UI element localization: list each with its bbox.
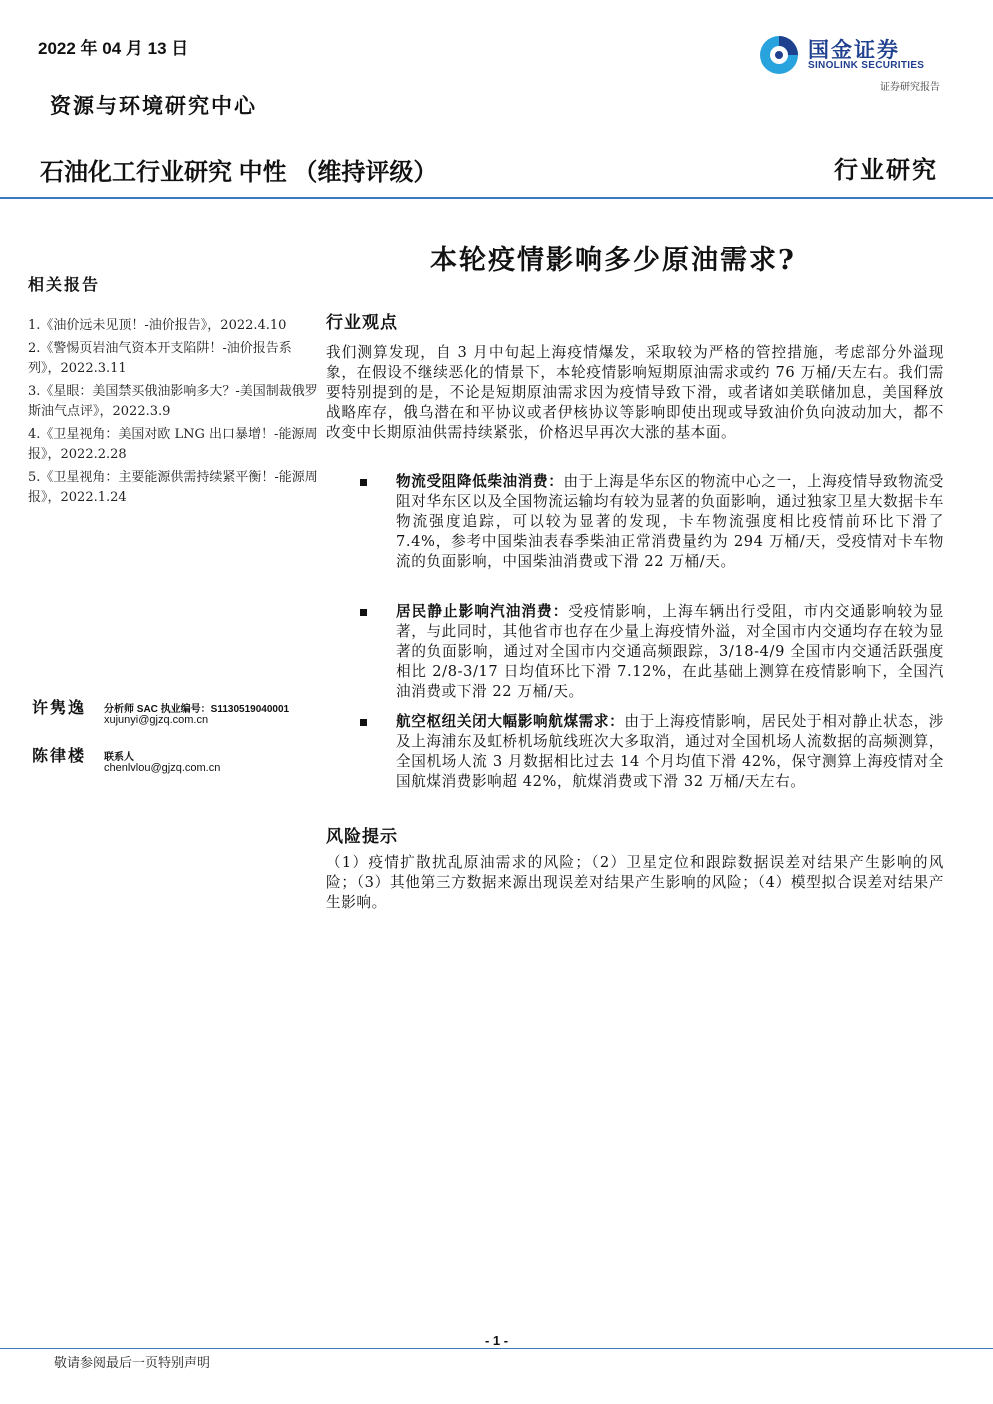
footer-divider [0, 1348, 993, 1349]
section-title-risk: 风险提示 [326, 827, 398, 847]
bullet-lead: 航空枢纽关闭大幅影响航煤需求： [396, 713, 625, 730]
logo-name-cn: 国金证券 [808, 39, 900, 62]
bullet-body: 由于上海是华东区的物流中心之一，上海疫情导致物流受阻对华东区以及全国物流运输均有较为显著的负面影响，通过独家卫星大数据卡车物流强度追踪，可以较为显著的发现，卡车物流强度相比疫情前环比下滑了 7.4%，参考中国柴油表春季柴油正常消费量约为 294 万桶/天，受疫情对卡车物流的负面影响，中国柴油消费或下滑 22 万桶/天。 [396, 473, 944, 570]
analyst-email[interactable]: xujunyi@gjzq.com.cn [104, 714, 209, 726]
analyst-role: 分析师 SAC 执业编号：S1130519040001 [104, 704, 290, 715]
industry-rating: 石油化工行业研究 中性 （维持评级） [40, 159, 438, 186]
bullet-square-icon [360, 719, 367, 726]
bullet-lead: 居民静止影响汽油消费： [396, 603, 569, 620]
risk-paragraph: （1）疫情扩散扰乱原油需求的风险；（2）卫星定位和跟踪数据误差对结果产生影响的风险；（3）其他第三方数据来源出现误差对结果产生影响的风险；（4）模型拟合误差对结果产生影响。 [326, 854, 944, 911]
intro-paragraph: 我们测算发现，自 3 月中旬起上海疫情爆发，采取较为严格的管控措施，考虑部分外溢现象，在假设不继续恶化的情景下，本轮疫情影响短期原油需求或约 76 万桶/天左右。我们需要特别提到的是，不论是短期原油需求因为疫情导致下滑，或者诸如美联储加息，美国释放战略库存，俄乌潜在和平协议或者伊核协议等影响即使出现或导致油价负向波动加大，都不改变中长期原油供需持续紧张，价格迟早再次大涨的基本面。 [326, 344, 944, 441]
related-reports-heading: 相关报告 [28, 275, 101, 294]
related-report-item: 1.《油价远未见顶！-油价报告》，2022.4.10 [28, 318, 287, 333]
related-report-item: 5.《卫星视角：主要能源供需持续紧平衡！-能源周报》，2022.1.24 [28, 470, 318, 505]
research-center: 资源与环境研究中心 [50, 93, 257, 118]
company-logo [758, 32, 948, 92]
related-report-item: 2.《警惕页岩油气资本开支陷阱！-油价报告系列》，2022.3.11 [28, 341, 292, 376]
report-type: 行业研究 [834, 155, 938, 184]
related-reports-list [28, 316, 320, 511]
report-title: 本轮疫情影响多少原油需求? [430, 245, 796, 276]
analyst-name: 许隽逸 [32, 698, 87, 717]
analyst-email[interactable]: chenlvlou@gjzq.com.cn [104, 762, 221, 774]
bullet-square-icon [360, 609, 367, 616]
bullet-square-icon [360, 479, 367, 486]
related-report-item: 3.《星眼：美国禁买俄油影响多大？-美国制裁俄罗斯油气点评》，2022.3.9 [28, 384, 318, 419]
section-title-view: 行业观点 [326, 313, 398, 333]
bullet-text [396, 472, 944, 572]
bullet-body: 受疫情影响，上海车辆出行受阻，市内交通影响较为显著，与此同时，其他省市也存在少量上海疫情外溢，对全国市内交通均存在较为显著的负面影响，通过对全国市内交通高频跟踪，3/18-4/9 全国市内交通活跃强度相比 2/8-3/17 日均值环比下滑 7.12%，在此基础上测算在疫情影响下，全国汽油消费或下滑 22 万桶/天。 [396, 603, 944, 700]
analyst-role: 联系人 [104, 752, 134, 763]
header-divider [0, 197, 993, 199]
bullet-text [396, 602, 944, 702]
footer-disclaimer: 敬请参阅最后一页特别声明 [54, 1356, 211, 1371]
bullet-body: 由于上海疫情影响，居民处于相对静止状态，涉及上海浦东及虹桥机场航线班次大多取消，通过对全国机场人流数据的高频测算，全国机场人流 3 月数据相比过去 14 个月均值下滑 42%，保守测算上海疫情对全国航煤消费影响超 42%，航煤消费或下滑 32 万桶/天左右。 [396, 713, 944, 790]
logo-mark-icon [758, 34, 800, 76]
page-number: - 1 - [484, 1333, 509, 1348]
analyst-name: 陈律楼 [32, 746, 87, 765]
bullet-lead: 物流受阻降低柴油消费： [396, 473, 564, 490]
related-report-item: 4.《卫星视角：美国对欧 LNG 出口暴增！-能源周报》，2022.2.28 [28, 427, 318, 462]
report-date: 2022 年 04 月 13 日 [38, 39, 189, 58]
logo-subtitle: 证券研究报告 [880, 82, 940, 93]
bullet-text [396, 712, 944, 792]
logo-name-en: SINOLINK SECURITIES [808, 60, 925, 71]
